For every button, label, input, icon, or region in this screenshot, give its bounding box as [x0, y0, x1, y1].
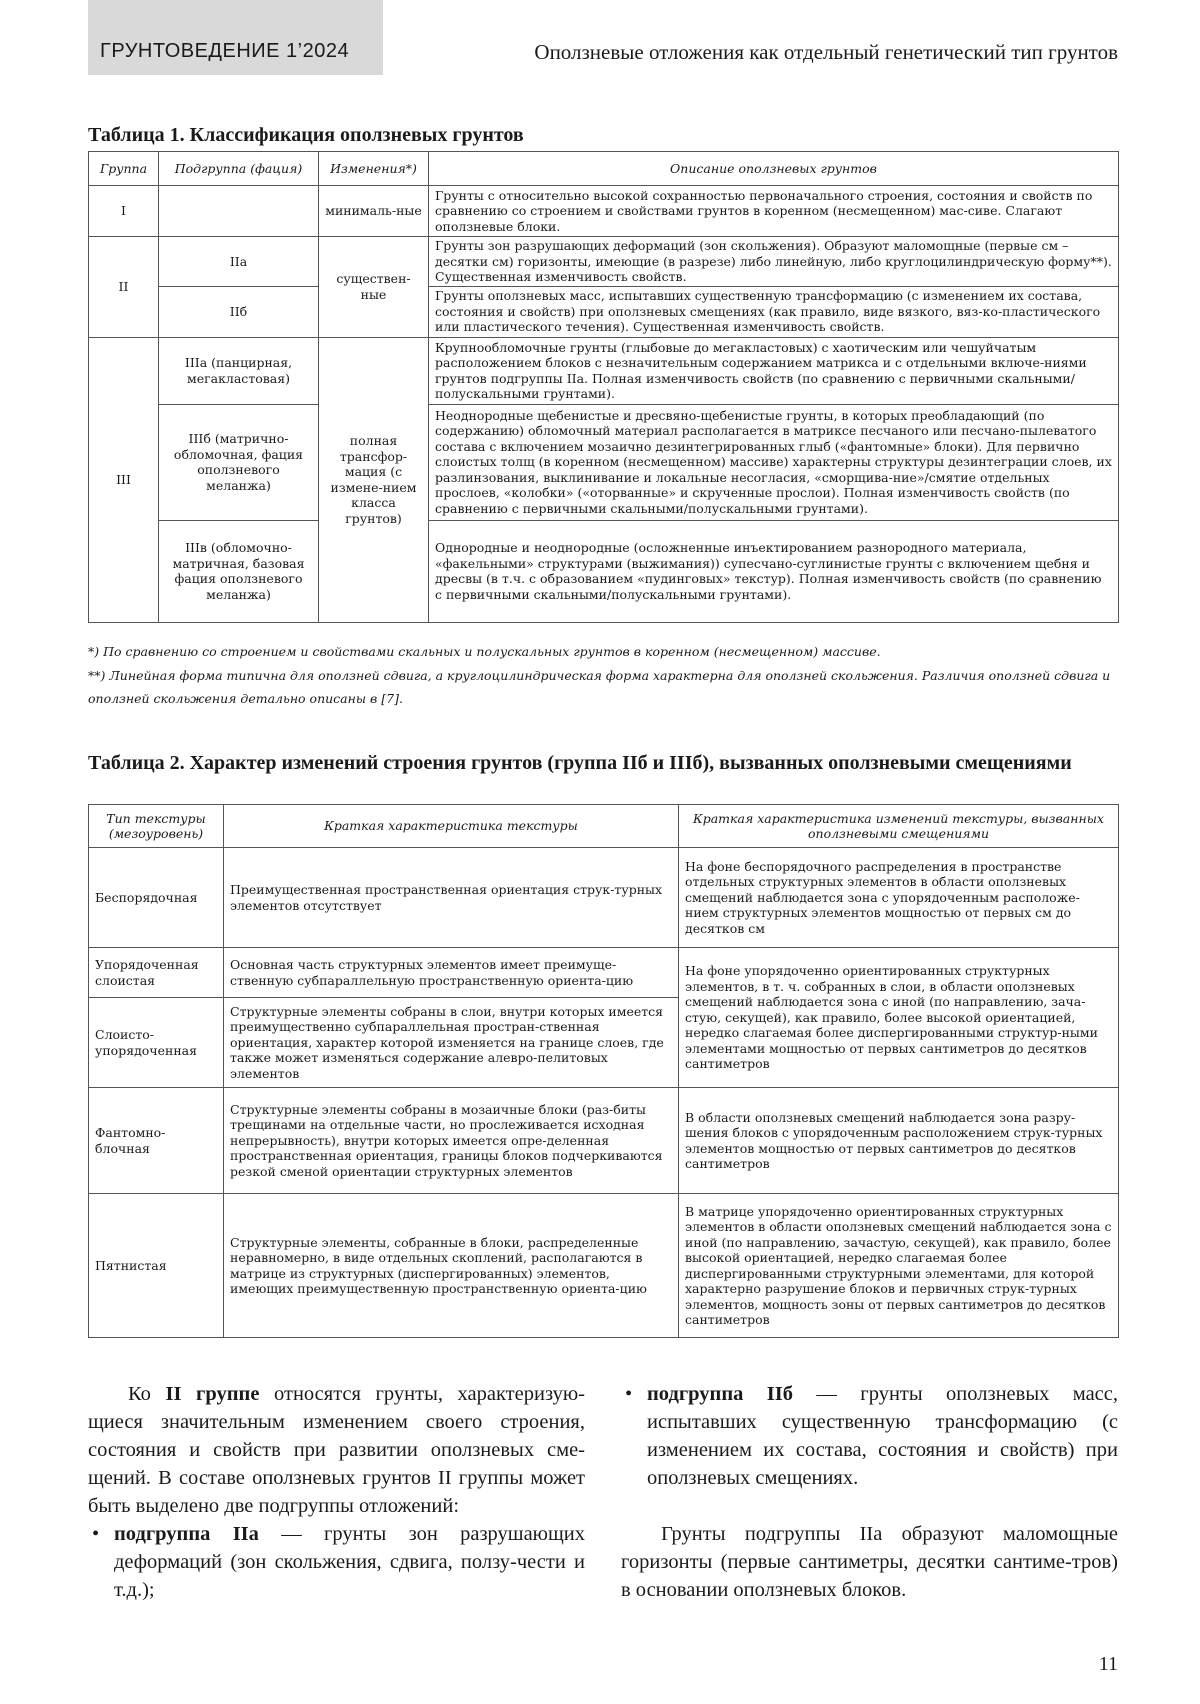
- table1-header-group: Группа: [89, 152, 159, 186]
- table1-header-description: Описание оползневых грунтов: [429, 152, 1119, 186]
- body-paragraph: Грунты подгруппы IIа образуют маломощные горизонты (первые сантиметры, десятки сантиме-тров) в основании оползневых блоков.: [621, 1523, 1118, 1601]
- subgroup-cell: IIIа (панцирная, мегакластовая): [159, 337, 319, 404]
- changes-cell: На фоне беспорядочного распределения в пространстве отдельных структурных элементов в области оползневых смещений наблюдается зона с упорядоченным расположе-нием структурных элементов мощностью от первых см до десятков см: [679, 848, 1119, 948]
- running-title: Оползневые отложения как отдельный генетический тип грунтов: [534, 40, 1118, 64]
- texture-type-cell: Фантомно-блочная: [89, 1088, 224, 1194]
- table-row: [89, 520, 1119, 622]
- body-left-column: [88, 1380, 585, 1604]
- table-row: [89, 337, 1119, 404]
- table1-header-row: [89, 152, 1119, 186]
- table1-caption: Таблица 1. Классификация оползневых грунтов: [88, 124, 524, 146]
- table2-header-row: [89, 805, 1119, 848]
- bullet-icon: •: [92, 1523, 100, 1545]
- table-row: [89, 286, 1119, 337]
- bullet-item: [88, 1520, 585, 1604]
- changes-cell: В матрице упорядоченно ориентированных структурных элементов в области оползневых смещений наблюдается зона с иной (по направлению, зачастую, секущей), как правило, более высокой ориентацией, нередко слагаемая более диспергированными структурными элементами, для которой характерно разрушение блоков и первичных струк-турных элементов, мощность зоны от первых сантиметров до десятков сантиметров: [679, 1194, 1119, 1338]
- bullet-text: — грунты зон разрушающих деформаций (зон скольжения, сдвига, ползу-чести и т.д.);: [114, 1523, 585, 1601]
- changes-cell: полная трансфор-мация (с измене-нием класса грунтов): [319, 337, 429, 622]
- texture-type-cell: Упорядоченная слоистая: [89, 948, 224, 998]
- texture-type-cell: Пятнистая: [89, 1194, 224, 1338]
- body-paragraph: [88, 1380, 585, 1520]
- page-number: 11: [1098, 1653, 1118, 1675]
- subgroup-cell: IIа: [159, 237, 319, 287]
- table1-header-changes: Изменения*): [319, 152, 429, 186]
- bullet-bold-text: подгруппа IIб: [647, 1383, 794, 1405]
- description-cell: Грунты зон разрушающих деформаций (зон скольжения). Образуют маломощные (первые см – десятки см) горизонты, имеющие (в разрезе) либо линейную, либо круглоцилиндрическую форму**). Существенная изменчивость свойств.: [429, 237, 1119, 287]
- bullet-icon: •: [625, 1383, 633, 1405]
- group-cell: III: [89, 337, 159, 622]
- footnote-2: **) Линейная форма типична для оползней сдвига, а круглоцилиндрическая форма характерна для оползней скольжения. Различия оползней сдвига и оползней скольжения детально описаны в [7].: [88, 668, 1111, 706]
- subgroup-cell: [159, 186, 319, 237]
- subgroup-cell: IIIв (обломочно-матричная, базовая фация оползневого меланжа): [159, 520, 319, 622]
- table2-caption: Таблица 2. Характер изменений строения грунтов (группа IIб и IIIб), вызванных оползневыми смещениями: [88, 752, 1072, 774]
- table-row: [89, 848, 1119, 948]
- changes-cell: На фоне упорядоченно ориентированных структурных элементов, в т. ч. собранных в слои, в области оползневых смещений наблюдается зона с иной (по направлению, зача-стую, секущей), как правило, более высокой ориентацией, нередко слагаемая более диспергированными структур-ными элементами мощностью от первых сантиметров до десятков сантиметров: [679, 948, 1119, 1088]
- table-row: [89, 404, 1119, 520]
- texture-cell: Структурные элементы, собранные в блоки, распределенные неравномерно, в виде отдельных скоплений, располагаются в матрице из структурных (диспергированных) элементов, имеющих преимущественную пространственную ориента-цию: [224, 1194, 679, 1338]
- texture-cell: Преимущественная пространственная ориентация струк-турных элементов отсутствует: [224, 848, 679, 948]
- texture-cell: Основная часть структурных элементов имеет преимуще-ственную субпараллельную пространственную ориента-цию: [224, 948, 679, 998]
- bullet-item: [621, 1380, 1118, 1492]
- description-cell: Однородные и неоднородные (осложненные инъектированием разнородного материала, «факельными» структурами (выжимания)) супесчано-суглинистые грунты с включением щебня и дресвы (в т.ч. с образованием «пудинговых» текстур). Полная изменчивость свойств (по сравнению с первичными скальными/полускальными грунтами).: [429, 520, 1119, 622]
- group-cell: I: [89, 186, 159, 237]
- table1: [88, 151, 1119, 623]
- body-right-column: [621, 1380, 1118, 1604]
- description-cell: Крупнообломочные грунты (глыбовые до мегакластовых) с хаотическим или чешуйчатым расположением блоков с незначительным содержанием матрикса и с отдельными включе-ниями грунтов подгруппы IIа. Полная изменчивость свойств (по сравнению с первичными скальными/полускальными грунтами).: [429, 337, 1119, 404]
- footnote-1: *) По сравнению со строением и свойствами скальных и полускальных грунтов в коренном (несмещенном) массиве.: [88, 644, 881, 659]
- texture-cell: Структурные элементы собраны в мозаичные блоки (раз-биты трещинами на отдельные части, но прослеживается исходная непрерывность), внутри которых имеется опре-деленная пространственная ориентация, границы блоков подчеркиваются резкой сменой ориентации структурных элементов: [224, 1088, 679, 1194]
- journal-name: ГРУНТОВЕДЕНИЕ 1’2024: [100, 40, 350, 62]
- texture-type-cell: Беспорядочная: [89, 848, 224, 948]
- table2-header-texture: Краткая характеристика текстуры: [224, 805, 679, 848]
- table2-header-type: Тип текстуры (мезоуровень): [89, 805, 224, 848]
- description-cell: Грунты с относительно высокой сохранностью первоначального строения, состояния и свойств по сравнению со строением и свойствами грунтов в коренном (несмещенном) мас-сиве. Слагают оползневые блоки.: [429, 186, 1119, 237]
- texture-type-cell: Слоисто-упорядоченная: [89, 998, 224, 1088]
- changes-cell: В области оползневых смещений наблюдается зона разру-шения блоков с упорядоченным расположением струк-турных элементов мощностью от первых сантиметров до десятков сантиметров: [679, 1088, 1119, 1194]
- subgroup-cell: IIIб (матрично-обломочная, фация оползневого меланжа): [159, 404, 319, 520]
- description-cell: Грунты оползневых масс, испытавших существенную трансформацию (с изменением их состава, состояния и свойств) при оползневых смещениях (как правило, виде вязкого, вяз-ко-пластического или пластического течения). Существенная изменчивость свойств.: [429, 286, 1119, 337]
- table-row: [89, 1088, 1119, 1194]
- table2: [88, 804, 1119, 1338]
- subgroup-cell: IIб: [159, 286, 319, 337]
- table-row: [89, 1194, 1119, 1338]
- table-row: [89, 237, 1119, 287]
- table-row: [89, 186, 1119, 237]
- table2-header-changes: Краткая характеристика изменений текстуры, вызванных оползневыми смещениями: [679, 805, 1119, 848]
- journal-header-box: [88, 0, 383, 75]
- paragraph-bold-text: II группе: [165, 1383, 260, 1405]
- bullet-text: — грунты оползневых масс, испытавших существенную трансформацию (с изменением их состава, состояния и свойств) при оползневых смещениях.: [647, 1383, 1118, 1489]
- group-cell: II: [89, 237, 159, 338]
- table-row: [89, 948, 1119, 998]
- changes-cell: минималь-ные: [319, 186, 429, 237]
- description-cell: Неоднородные щебенистые и дресвяно-щебенистые грунты, в которых преобладающий (по содержанию) обломочный материал располагается в матриксе песчаного или песчано-пылеватого состава с включением мозаично дезинтегрированных глыб («фантомные» блоки). Для первично слоистых толщ (в коренном (несмещенном) массиве) характерны структуры дезинтеграции слоев, их разлинзования, выклинивание и локальные несогласия, «сморщива-ние»/смятие отдельных прослоев, «колобки» («оторванные» и скрученные прослои). Полная изменчивость свойств (по сравнению с первичными скальными/полускальными грунтами).: [429, 404, 1119, 520]
- paragraph-text: Ко: [128, 1383, 166, 1405]
- paragraph-text: относятся грунты, характеризую-щиеся значительным изменением своего строения, состояния и свойств при развитии оползневых сме-щений. В составе оползневых грунтов II группы может быть выделено две подгруппы отложений:: [88, 1383, 586, 1517]
- texture-cell: Структурные элементы собраны в слои, внутри которых имеется преимущественно субпараллельная простран-ственная ориентация, характер которой изменяется на границе слоев, где также может изменяться содержание алевро-пелитовых элементов: [224, 998, 679, 1088]
- changes-cell: существен-ные: [319, 237, 429, 338]
- bullet-bold-text: подгруппа IIа: [114, 1523, 259, 1545]
- table1-header-subgroup: Подгруппа (фация): [159, 152, 319, 186]
